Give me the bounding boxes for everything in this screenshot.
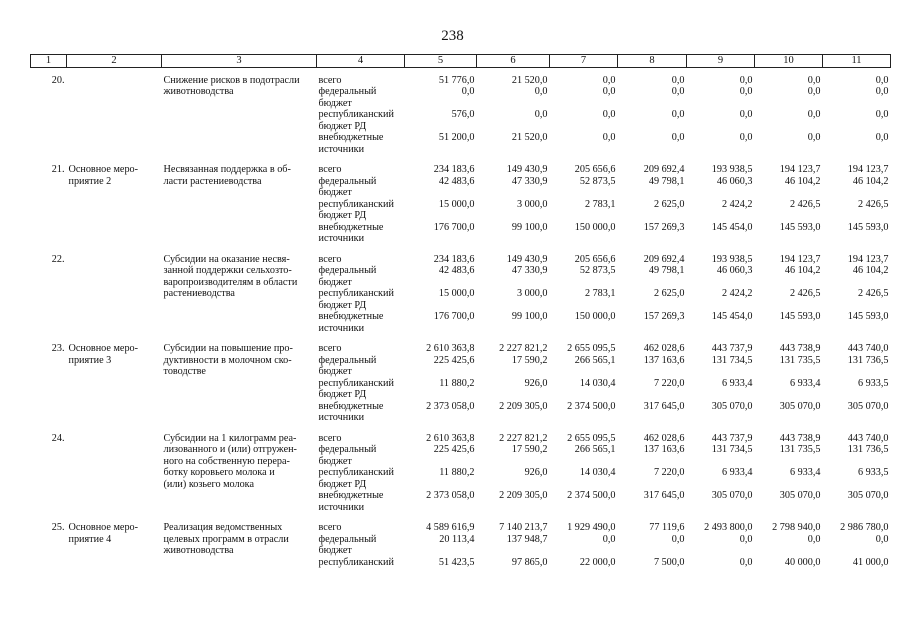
- amount-cell: 46 104,2: [852, 175, 889, 187]
- amount-cell: 145 454,0: [711, 311, 753, 322]
- funding-source-text: внебюджетные источники: [318, 132, 384, 155]
- amount-cell: 131 736,5: [847, 354, 889, 366]
- amount-cell: 2 493 800,0: [704, 522, 753, 533]
- amount-cell: 2 424,2: [721, 198, 753, 210]
- amount-cell: 0,0: [602, 74, 616, 86]
- amount-cell: 0,0: [739, 109, 753, 120]
- amount-cell: 21 520,0: [511, 74, 548, 86]
- amount-cell: 443 738,9: [779, 432, 821, 444]
- amount-cell: 0,0: [875, 74, 889, 86]
- amount-cell: 317 645,0: [643, 400, 685, 412]
- amount-cell: 2 655 095,5: [567, 343, 616, 354]
- amount-cell: 234 183,6: [433, 253, 475, 265]
- amount-cell: 4 589 616,9: [426, 522, 475, 533]
- funding-source-text: внебюджетные источники: [318, 400, 384, 423]
- amount-cell: 22 000,0: [579, 556, 616, 568]
- funding-source-text: всего: [318, 253, 342, 265]
- table-row: [31, 334, 891, 355]
- column-header-11: 11: [823, 55, 891, 68]
- funding-source: [317, 378, 405, 401]
- amount-cell: 2 209 305,0: [499, 490, 548, 501]
- amount-cell: 2 783,1: [584, 198, 616, 210]
- funding-source-text: всего: [318, 343, 342, 354]
- amount-cell: 266 565,1: [574, 444, 616, 455]
- amount-cell: 2 610 363,8: [426, 432, 475, 444]
- amount-cell: 2 374 500,0: [567, 490, 616, 501]
- amount-cell: 443 740,0: [847, 432, 889, 444]
- funding-source: [317, 155, 405, 176]
- amount-cell: 7 500,0: [653, 556, 685, 568]
- funding-source-text: федеральный бюджет: [318, 265, 377, 288]
- amount-cell: 2 426,5: [857, 198, 889, 210]
- funding-source: [317, 355, 405, 378]
- funding-source-text: республиканский бюджет РД: [318, 198, 394, 221]
- funding-source: [317, 109, 405, 132]
- event-description: [162, 155, 317, 245]
- amount-cell: 137 163,6: [643, 444, 685, 455]
- amount-cell: 6 933,4: [789, 467, 821, 478]
- funding-source: [317, 222, 405, 245]
- funding-source: [317, 424, 405, 445]
- funding-source: [317, 245, 405, 266]
- amount-cell: 0,0: [807, 109, 821, 120]
- funding-source-text: федеральный бюджет: [318, 175, 377, 198]
- funding-source: [317, 176, 405, 199]
- amount-cell: 176 700,0: [433, 311, 475, 322]
- amount-cell: 0,0: [671, 74, 685, 86]
- row-number: 21.: [51, 164, 65, 175]
- amount-cell: 46 104,2: [852, 265, 889, 276]
- amount-cell: 51 200,0: [438, 132, 475, 143]
- amount-cell: 305 070,0: [847, 490, 889, 501]
- amount-cell: 194 123,7: [779, 164, 821, 175]
- amount-cell: 205 656,6: [574, 253, 616, 265]
- amount-cell: 145 593,0: [779, 311, 821, 322]
- amount-cell: 14 030,4: [579, 377, 616, 389]
- amount-cell: 0,0: [534, 109, 548, 120]
- funding-source-text: республиканский бюджет РД: [318, 467, 394, 490]
- amount-cell: 97 865,0: [511, 556, 548, 568]
- event-description-text: Снижение рисков в подотрасли животноводства: [163, 74, 300, 97]
- event-description: [162, 334, 317, 424]
- amount-cell: 2 783,1: [584, 288, 616, 299]
- row-number: 23.: [51, 343, 65, 354]
- amount-cell: 51 776,0: [438, 74, 475, 86]
- amount-cell: 0,0: [671, 109, 685, 120]
- amount-cell: 2 373 058,0: [426, 490, 475, 501]
- amount-cell: 3 000,0: [516, 288, 548, 299]
- header-row: [31, 55, 891, 68]
- amount-cell: 0,0: [602, 533, 616, 545]
- amount-cell: 145 593,0: [779, 221, 821, 233]
- event-category: [67, 155, 162, 245]
- amount-cell: 145 593,0: [847, 311, 889, 322]
- amount-cell: 42 483,6: [438, 175, 475, 187]
- event-category: [67, 424, 162, 514]
- funding-source: [317, 132, 405, 155]
- event-description-text: Реализация ведомственных целевых программ в отрасли животноводства: [163, 522, 289, 556]
- amount-cell: 46 104,2: [784, 265, 821, 276]
- funding-source-text: всего: [318, 522, 342, 533]
- amount-cell: 6 933,4: [721, 467, 753, 478]
- amount-cell: 157 269,3: [643, 221, 685, 233]
- amount-cell: 0,0: [602, 109, 616, 120]
- amount-cell: 305 070,0: [847, 400, 889, 412]
- amount-cell: 2 798 940,0: [772, 522, 821, 533]
- amount-cell: 209 692,4: [643, 164, 685, 175]
- amount-cell: 137 163,6: [643, 354, 685, 366]
- table-row: [31, 67, 891, 86]
- amount-cell: 0,0: [739, 86, 753, 97]
- table-row: [31, 155, 891, 176]
- table-row: [31, 513, 891, 534]
- event-category: [67, 513, 162, 568]
- amount-cell: 193 938,5: [711, 164, 753, 175]
- amount-cell: 137 948,7: [506, 533, 548, 545]
- amount-cell: 305 070,0: [711, 400, 753, 412]
- amount-cell: 131 736,5: [847, 444, 889, 455]
- funding-source-text: федеральный бюджет: [318, 354, 377, 377]
- event-description-text: Субсидии на повышение про- дуктивности в молочном ско- товодстве: [163, 343, 293, 377]
- amount-cell: 7 220,0: [653, 377, 685, 389]
- event-category-text: Основное меро- приятие 3: [68, 343, 139, 366]
- event-description-text: Субсидии на оказание несвя- занной поддержки сельхозто- варопроизводителям в области растениеводства: [163, 253, 298, 299]
- funding-source: [317, 401, 405, 424]
- amount-cell: 443 737,9: [711, 432, 753, 444]
- amount-cell: 47 330,9: [511, 265, 548, 276]
- amount-cell: 149 430,9: [506, 253, 548, 265]
- event-category: [67, 245, 162, 335]
- amount-cell: 193 938,5: [711, 253, 753, 265]
- event-description: [162, 424, 317, 514]
- amount-cell: 194 123,7: [847, 164, 889, 175]
- amount-cell: 0,0: [739, 533, 753, 545]
- amount-cell: 2 424,2: [721, 288, 753, 299]
- amount-cell: 157 269,3: [643, 311, 685, 322]
- amount-cell: 99 100,0: [511, 311, 548, 322]
- amount-cell: 52 873,5: [579, 265, 616, 276]
- amount-cell: 225 425,6: [433, 444, 475, 455]
- funding-source: [317, 334, 405, 355]
- amount-cell: 42 483,6: [438, 265, 475, 276]
- funding-source: [317, 557, 405, 569]
- amount-cell: 0,0: [875, 533, 889, 545]
- amount-cell: 145 454,0: [711, 221, 753, 233]
- amount-cell: 7 220,0: [653, 467, 685, 478]
- event-description: [162, 67, 317, 155]
- amount-cell: 150 000,0: [574, 221, 616, 233]
- amount-cell: 443 738,9: [779, 343, 821, 354]
- amount-cell: 266 565,1: [574, 354, 616, 366]
- row-number: 24.: [51, 432, 65, 444]
- amount-cell: 205 656,6: [574, 164, 616, 175]
- amount-cell: 1 929 490,0: [567, 522, 616, 533]
- amount-cell: 443 740,0: [847, 343, 889, 354]
- amount-cell: 11 880,2: [439, 377, 475, 389]
- page-number: 238: [441, 28, 464, 44]
- funding-source-text: федеральный бюджет: [318, 533, 377, 556]
- funding-source-text: республиканский бюджет РД: [318, 109, 394, 132]
- amount-cell: 926,0: [524, 377, 548, 389]
- amount-cell: 3 000,0: [516, 198, 548, 210]
- amount-cell: 149 430,9: [506, 164, 548, 175]
- amount-cell: 131 734,5: [711, 444, 753, 455]
- amount-cell: 2 227 821,2: [499, 343, 548, 354]
- funding-source: [317, 534, 405, 557]
- column-header-5: 5: [405, 55, 477, 68]
- amount-cell: 0,0: [602, 132, 616, 143]
- table-row: [31, 424, 891, 445]
- amount-cell: 150 000,0: [574, 311, 616, 322]
- event-category: [67, 334, 162, 424]
- amount-cell: 46 060,3: [716, 175, 753, 187]
- amount-cell: 21 520,0: [511, 132, 548, 143]
- amount-cell: 52 873,5: [579, 175, 616, 187]
- amount-cell: 17 590,2: [511, 354, 548, 366]
- amount-cell: 305 070,0: [779, 400, 821, 412]
- amount-cell: 2 426,5: [789, 198, 821, 210]
- funding-source-text: республиканский: [318, 556, 394, 568]
- funding-source-text: внебюджетные источники: [318, 221, 384, 244]
- amount-cell: 0,0: [807, 533, 821, 545]
- column-header-2: 2: [67, 55, 162, 68]
- amount-cell: 46 060,3: [716, 265, 753, 276]
- amount-cell: 2 209 305,0: [499, 400, 548, 412]
- amount-cell: 131 734,5: [711, 354, 753, 366]
- amount-cell: 51 423,5: [438, 556, 475, 568]
- amount-cell: 17 590,2: [511, 444, 548, 455]
- funding-source: [317, 288, 405, 311]
- amount-cell: 0,0: [534, 86, 548, 97]
- amount-cell: 0,0: [671, 132, 685, 143]
- amount-cell: 2 655 095,5: [567, 432, 616, 444]
- budget-table: [30, 54, 891, 568]
- funding-source-text: внебюджетные источники: [318, 490, 384, 513]
- amount-cell: 2 373 058,0: [426, 400, 475, 412]
- amount-cell: 14 030,4: [579, 467, 616, 478]
- amount-cell: 6 933,5: [857, 467, 889, 478]
- amount-cell: 317 645,0: [643, 490, 685, 501]
- amount-cell: 40 000,0: [784, 556, 821, 568]
- funding-source: [317, 513, 405, 534]
- column-header-8: 8: [618, 55, 687, 68]
- funding-source: [317, 67, 405, 86]
- event-description: [162, 245, 317, 335]
- funding-source-text: всего: [318, 164, 342, 175]
- amount-cell: 2 625,0: [653, 288, 685, 299]
- amount-cell: 46 104,2: [784, 175, 821, 187]
- amount-cell: 443 737,9: [711, 343, 753, 354]
- row-number: 20.: [51, 74, 65, 86]
- row-number: 22.: [51, 253, 65, 265]
- amount-cell: 6 933,4: [789, 377, 821, 389]
- column-header-4: 4: [317, 55, 405, 68]
- event-category-text: Основное меро- приятие 2: [68, 164, 139, 187]
- amount-cell: 576,0: [451, 109, 475, 120]
- column-header-6: 6: [477, 55, 550, 68]
- amount-cell: 2 610 363,8: [426, 343, 475, 354]
- amount-cell: 15 000,0: [438, 288, 475, 299]
- amount-cell: 47 330,9: [511, 175, 548, 187]
- column-header-3: 3: [162, 55, 317, 68]
- amount-cell: 0,0: [807, 132, 821, 143]
- amount-cell: 0,0: [875, 109, 889, 120]
- amount-cell: 194 123,7: [779, 253, 821, 265]
- amount-cell: 176 700,0: [433, 221, 475, 233]
- amount-cell: 926,0: [524, 467, 548, 478]
- amount-cell: 225 425,6: [433, 354, 475, 366]
- funding-source: [317, 311, 405, 334]
- amount-cell: 41 000,0: [852, 556, 889, 568]
- funding-source: [317, 265, 405, 288]
- event-description-text: Несвязанная поддержка в об- ласти растениеводства: [163, 164, 291, 187]
- amount-cell: 49 798,1: [648, 175, 685, 187]
- amount-cell: 0,0: [671, 533, 685, 545]
- amount-cell: 234 183,6: [433, 164, 475, 175]
- funding-source-text: федеральный бюджет: [318, 86, 377, 109]
- funding-source: [317, 490, 405, 513]
- amount-cell: 0,0: [739, 132, 753, 143]
- event-category-text: Основное меро- приятие 4: [68, 522, 139, 545]
- amount-cell: 209 692,4: [643, 253, 685, 265]
- funding-source: [317, 199, 405, 222]
- event-category: [67, 67, 162, 155]
- amount-cell: 49 798,1: [648, 265, 685, 276]
- funding-source: [317, 86, 405, 109]
- amount-cell: 0,0: [671, 86, 685, 97]
- amount-cell: 6 933,5: [857, 377, 889, 389]
- amount-cell: 0,0: [739, 556, 753, 568]
- amount-cell: 145 593,0: [847, 221, 889, 233]
- funding-source-text: республиканский бюджет РД: [318, 377, 394, 400]
- event-description: [162, 513, 317, 568]
- amount-cell: 20 113,4: [439, 533, 475, 545]
- amount-cell: 131 735,5: [779, 444, 821, 455]
- amount-cell: 0,0: [602, 86, 616, 97]
- amount-cell: 0,0: [807, 86, 821, 97]
- amount-cell: 0,0: [739, 74, 753, 86]
- amount-cell: 6 933,4: [721, 377, 753, 389]
- amount-cell: 15 000,0: [438, 198, 475, 210]
- funding-source-text: республиканский бюджет РД: [318, 288, 394, 311]
- amount-cell: 0,0: [807, 74, 821, 86]
- amount-cell: 305 070,0: [711, 490, 753, 501]
- funding-source: [317, 444, 405, 467]
- amount-cell: 2 374 500,0: [567, 400, 616, 412]
- table-body: [31, 67, 891, 568]
- column-header-7: 7: [550, 55, 618, 68]
- amount-cell: 2 986 780,0: [840, 522, 889, 533]
- amount-cell: 2 625,0: [653, 198, 685, 210]
- event-description-text: Субсидии на 1 килограмм реа- лизованного и (или) отгружен- ного на собственную перера- ботку коровьего молока и (или) козьего молока: [163, 432, 297, 490]
- amount-cell: 194 123,7: [847, 253, 889, 265]
- column-header-9: 9: [687, 55, 755, 68]
- row-number: 25.: [51, 522, 65, 533]
- column-header-1: 1: [31, 55, 67, 68]
- funding-source-text: всего: [318, 432, 342, 444]
- funding-source-text: федеральный бюджет: [318, 444, 377, 467]
- amount-cell: 0,0: [875, 86, 889, 97]
- amount-cell: 11 880,2: [439, 467, 475, 478]
- amount-cell: 0,0: [875, 132, 889, 143]
- amount-cell: 462 028,6: [643, 432, 685, 444]
- table-header: [31, 55, 891, 68]
- funding-source: [317, 467, 405, 490]
- amount-cell: 462 028,6: [643, 343, 685, 354]
- amount-cell: 99 100,0: [511, 221, 548, 233]
- amount-cell: 2 426,5: [857, 288, 889, 299]
- column-header-10: 10: [755, 55, 823, 68]
- amount-cell: 7 140 213,7: [499, 522, 548, 533]
- amount-cell: 2 426,5: [789, 288, 821, 299]
- amount-cell: 0,0: [461, 86, 475, 97]
- amount-cell: 77 119,6: [649, 522, 685, 533]
- amount-cell: 131 735,5: [779, 354, 821, 366]
- amount-cell: 2 227 821,2: [499, 432, 548, 444]
- amount-cell: 305 070,0: [779, 490, 821, 501]
- funding-source-text: всего: [318, 74, 342, 86]
- funding-source-text: внебюджетные источники: [318, 311, 384, 334]
- table-row: [31, 245, 891, 266]
